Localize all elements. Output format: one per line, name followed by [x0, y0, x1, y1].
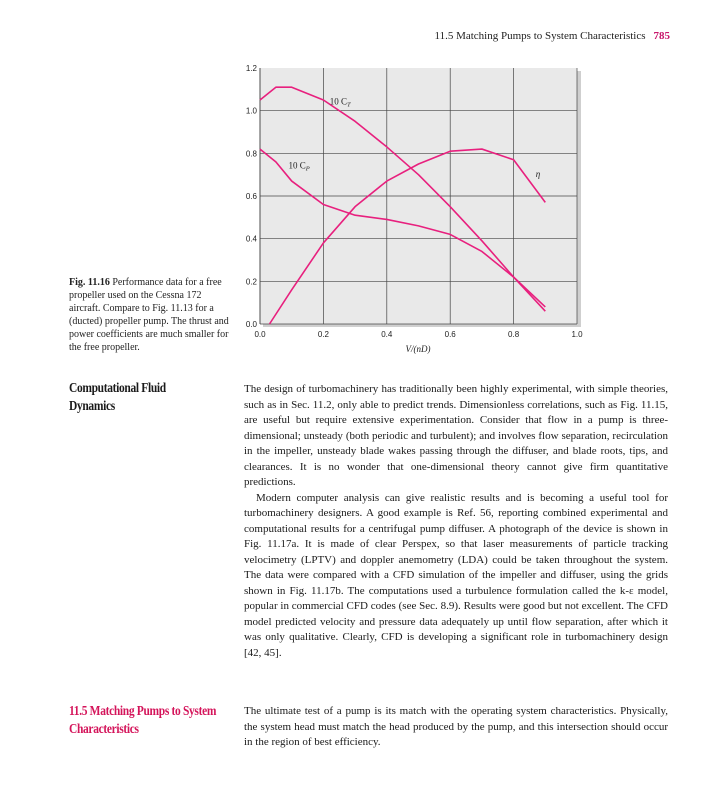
y-tick-label: 0.2 — [245, 277, 257, 287]
series-label: η — [535, 168, 541, 179]
figure-label: Fig. 11.16 — [69, 277, 110, 288]
cfd-heading: Computational Fluid Dynamics — [69, 381, 166, 414]
series-label: 10 $C_T$ — [329, 96, 351, 109]
x-axis-label: V/(nD) — [405, 344, 431, 354]
y-tick-label: 1.0 — [245, 106, 257, 116]
cfd-paragraph-1: The design of turbomachinery has traditionally been highly experimental, with simple theories, such as in Sec. 11.2, only able to predict trends. Dimensionless correlations, such as Fig. 11.15, are useful but require extensive experimentation. Consider that flow in a pump is three-dimensional; unsteady (both periodic and turbulent); and involves flow separation, recirculation in the impeller, unsteady blade wakes passing through the diffuser, and blade roots, tips, and clearances. It is no wonder that one-dimensional theory cannot give firm quantitative predictions. — [244, 383, 668, 488]
cfd-body — [244, 382, 668, 661]
y-tick-label: 0.6 — [245, 192, 257, 201]
x-tick-label: 0.0 — [254, 330, 266, 339]
x-tick-label: 0.2 — [317, 330, 329, 339]
figure-caption — [69, 276, 234, 354]
cfd-paragraph-2: Modern computer analysis can give realistic results and is becoming a useful tool for turbomachinery designers. A good example is Ref. 56, reporting combined experimental and computational results for a centrifugal pump diffuser. A photograph of the device is shown in Fig. 11.17a. It is made of clear Perspex, so that laser measurements of particle tracking velocimetry (LPTV) and doppler anemometry (LDA) could be taken throughout the system. The data were compared with a CFD simulation of the impeller and diffuser, using the grids shown in Fig. 11.17b. The computations used a turbulence formulation called the k-ε model, popular in commercial CFD codes (see Sec. 8.9). Results were good but not excellent. The CFD model predicted velocity and pressure data adequately up until flow separation, after which it was only qualitative. Clearly, CFD is developing a significant role in turbomachinery design [42, 45]. — [244, 491, 668, 659]
matching-body — [244, 704, 668, 751]
y-axis-ticks — [246, 64, 258, 329]
series-label: 10 $C_P$ — [288, 160, 310, 173]
x-axis-ticks — [254, 330, 583, 339]
page-number: 785 — [653, 30, 670, 42]
y-tick-label: 0.4 — [245, 234, 257, 244]
x-tick-label: 0.6 — [444, 330, 456, 339]
figure-caption-text: Performance data for a free propeller used on the Cessna 172 aircraft. Compare to Fig. 11.13 for a (ducted) propeller pump. The thrust and power coefficients are much smaller for the free propeller. — [69, 277, 229, 353]
running-title: 11.5 Matching Pumps to System Characteristics — [434, 30, 646, 42]
y-tick-label: 0.0 — [245, 320, 257, 329]
matching-heading: 11.5 Matching Pumps to System Characteristics — [69, 704, 217, 737]
x-tick-label: 0.4 — [381, 330, 393, 339]
x-tick-label: 1.0 — [571, 330, 583, 339]
y-tick-label: 1.2 — [245, 64, 257, 73]
x-tick-label: 0.8 — [508, 330, 520, 339]
matching-paragraph-1: The ultimate test of a pump is its match with the operating system characteristics. Physically, the system head must match the head produced by the pump, and this intersection should occur in the region of best efficiency. — [244, 705, 668, 748]
y-tick-label: 0.8 — [245, 149, 257, 159]
